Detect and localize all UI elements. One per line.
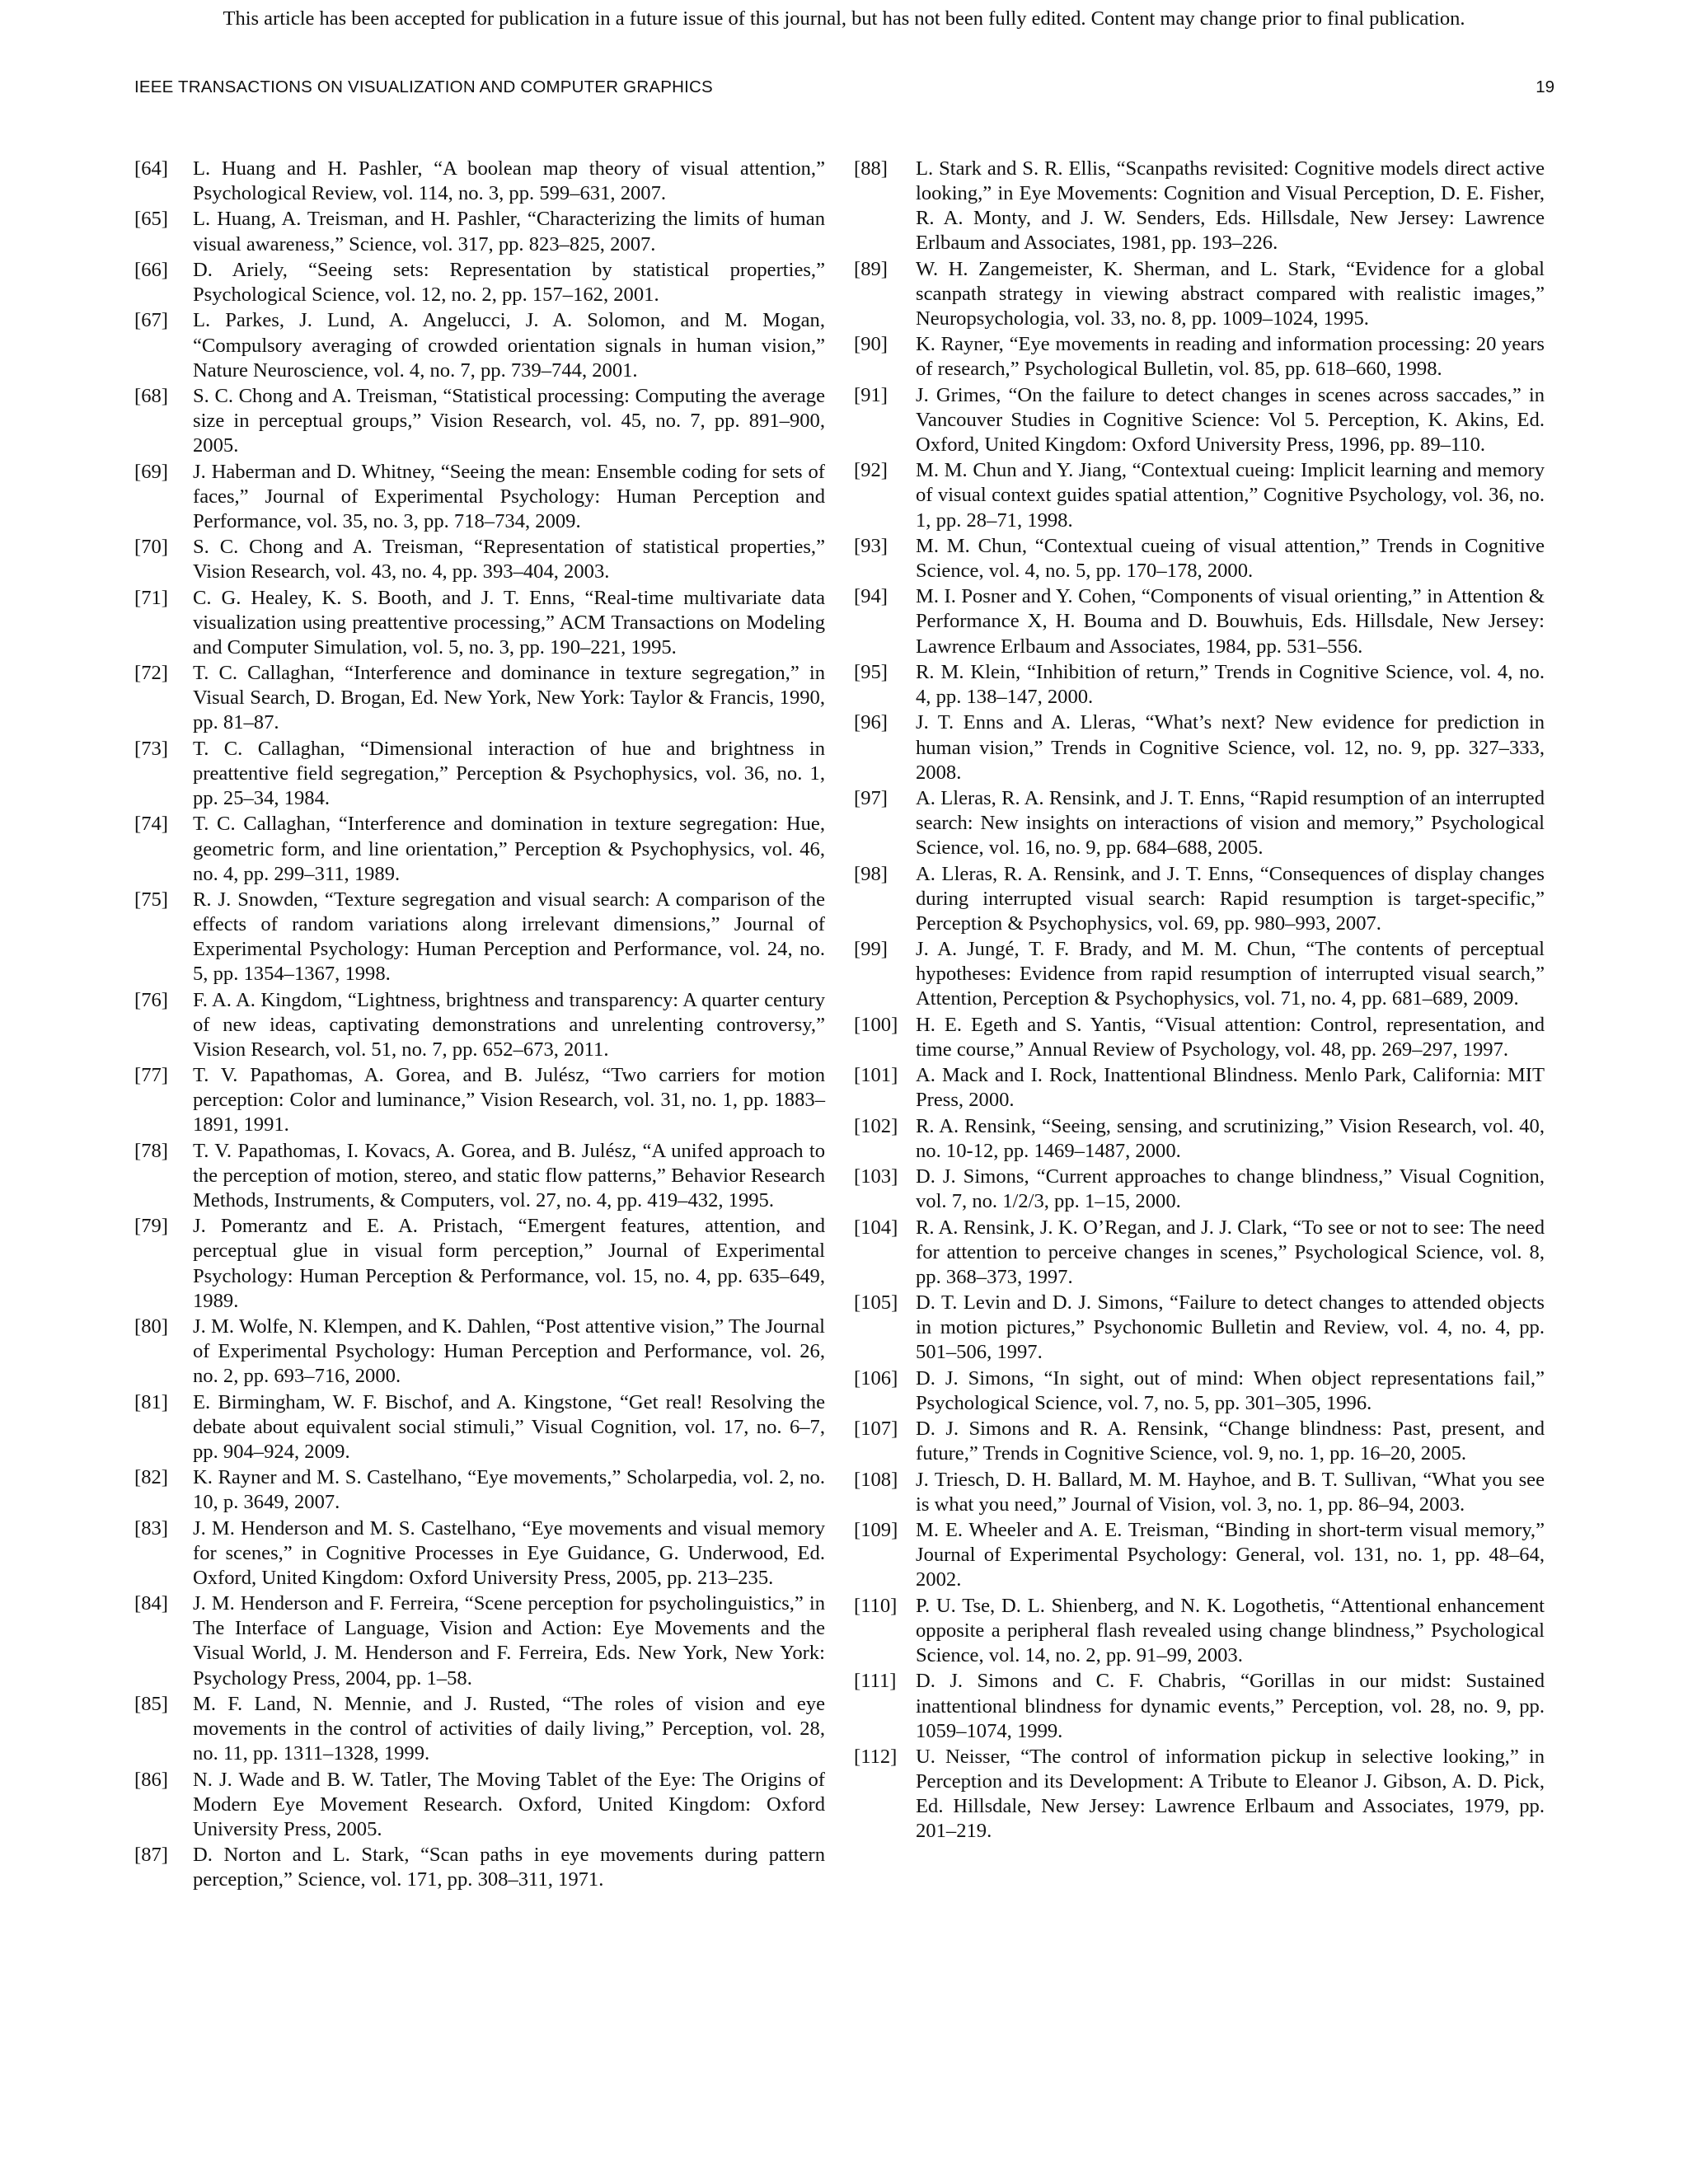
- reference-entry: [134, 460, 825, 534]
- reference-text: T. V. Papathomas, I. Kovacs, A. Gorea, and B. Julész, “A unifed approach to the perception of motion, stereo, and static flow patterns,” Behavior Research Methods, Instruments, & Computers, vol. 27, no. 4, pp. 419–432, 1995.: [193, 1139, 825, 1212]
- reference-text: M. F. Land, N. Mennie, and J. Rusted, “The roles of vision and eye movements in the control of activities of daily living,” Perception, vol. 28, no. 11, pp. 1311–1328, 1999.: [193, 1692, 825, 1765]
- reference-text: J. Triesch, D. H. Ballard, M. M. Hayhoe, and B. T. Sullivan, “What you see is what you need,” Journal of Vision, vol. 3, no. 1, pp. 86–94, 2003.: [916, 1468, 1545, 1516]
- reference-text: J. Pomerantz and E. A. Pristach, “Emergent features, attention, and perceptual glue in visual form perception,” Journal of Experimental Psychology: Human Perception & Performance, vol. 15, no. 4, pp. 635–649, 1989.: [193, 1215, 825, 1312]
- reference-text: N. J. Wade and B. W. Tatler, The Moving Tablet of the Eye: The Origins of Modern Eye Movement Research. Oxford, United Kingdom: Oxford University Press, 2005.: [193, 1768, 825, 1840]
- reference-text: M. I. Posner and Y. Cohen, “Components of visual orienting,” in Attention & Performance X, H. Bouma and D. Bouwhuis, Eds. Hillsdale, New Jersey: Lawrence Erlbaum and Associates, 1984, pp. 531–556.: [916, 585, 1545, 658]
- reference-entry: [134, 535, 825, 584]
- reference-number: [98]: [854, 862, 888, 885]
- reference-entry: [134, 812, 825, 886]
- reference-text: J. M. Henderson and M. S. Castelhano, “Eye movements and visual memory for scenes,” in Cognitive Processes in Eye Guidance, G. Underwood, Ed. Oxford, United Kingdom: Oxford University Press, 2005, pp. 213–235.: [193, 1516, 825, 1589]
- reference-entry: [854, 584, 1545, 658]
- reference-number: [72]: [134, 662, 168, 685]
- references-right-column: [854, 157, 1545, 1845]
- reference-text: J. M. Wolfe, N. Klempen, and K. Dahlen, “Post attentive vision,” The Journal of Experimental Psychology: Human Perception and Performance, vol. 26, no. 2, pp. 693–716, 2000.: [193, 1315, 825, 1388]
- reference-text: H. E. Egeth and S. Yantis, “Visual attention: Control, representation, and time course,” Annual Review of Psychology, vol. 48, pp. 269–297, 1997.: [916, 1013, 1545, 1061]
- reference-number: [109]: [854, 1519, 898, 1542]
- reference-text: U. Neisser, “The control of information pickup in selective looking,” in Perception and its Development: A Tribute to Eleanor J. Gibson, A. D. Pick, Ed. Hillsdale, New Jersey: Lawrence Erlbaum and Associates, 1979, pp. 201–219.: [916, 1746, 1545, 1843]
- reference-text: T. C. Callaghan, “Interference and dominance in texture segregation,” in Visual Search, D. Brogan, Ed. New York, New York: Taylor & Francis, 1990, pp. 81–87.: [193, 662, 825, 734]
- reference-text: S. C. Chong and A. Treisman, “Statistical processing: Computing the average size in perceptual groups,” Vision Research, vol. 45, no. 7, pp. 891–900, 2005.: [193, 385, 825, 457]
- reference-number: [108]: [854, 1468, 898, 1491]
- reference-number: [80]: [134, 1315, 168, 1338]
- reference-entry: [134, 661, 825, 735]
- reference-entry: [854, 786, 1545, 860]
- reference-number: [112]: [854, 1746, 898, 1769]
- reference-text: D. J. Simons, “In sight, out of mind: When object representations fail,” Psychological Science, vol. 7, no. 5, pp. 301–305, 1996.: [916, 1366, 1545, 1414]
- reference-entry: [854, 1291, 1545, 1365]
- reference-entry: [854, 1063, 1545, 1113]
- reference-text: M. E. Wheeler and A. E. Treisman, “Binding in short-term visual memory,” Journal of Experimental Psychology: General, vol. 131, no. 1, pp. 48–64, 2002.: [916, 1519, 1545, 1591]
- reference-entry: [854, 257, 1545, 331]
- reference-text: W. H. Zangemeister, K. Sherman, and L. Stark, “Evidence for a global scanpath strategy in viewing abstract compared with realistic images,” Neuropsychologia, vol. 33, no. 8, pp. 1009–1024, 1995.: [916, 257, 1545, 330]
- reference-number: [83]: [134, 1516, 168, 1540]
- reference-entry: [134, 258, 825, 307]
- reference-text: J. Grimes, “On the failure to detect changes in scenes across saccades,” in Vancouver Studies in Cognitive Science: Vol 5. Perception, K. Akins, Ed. Oxford, United Kingdom: Oxford University Press, 1996, pp. 89–110.: [916, 383, 1545, 456]
- reference-number: [82]: [134, 1466, 168, 1489]
- reference-text: D. J. Simons and C. F. Chabris, “Gorillas in our midst: Sustained inattentional blindness for dynamic events,” Perception, vol. 28, no. 9, pp. 1059–1074, 1999.: [916, 1670, 1545, 1742]
- reference-text: D. Norton and L. Stark, “Scan paths in eye movements during pattern perception,” Science, vol. 171, pp. 308–311, 1971.: [193, 1844, 825, 1891]
- reference-number: [110]: [854, 1594, 898, 1617]
- reference-number: [64]: [134, 157, 168, 180]
- reference-text: S. C. Chong and A. Treisman, “Representation of statistical properties,” Vision Research, vol. 43, no. 4, pp. 393–404, 2003.: [193, 536, 825, 583]
- reference-text: P. U. Tse, D. L. Shienberg, and N. K. Logothetis, “Attentional enhancement opposite a peripheral flash revealed using change blindness,” Psychological Science, vol. 14, no. 2, pp. 91–99, 2003.: [916, 1594, 1545, 1667]
- reference-number: [71]: [134, 586, 168, 609]
- reference-number: [102]: [854, 1114, 898, 1137]
- reference-entry: [854, 1518, 1545, 1592]
- reference-text: C. G. Healey, K. S. Booth, and J. T. Enns, “Real-time multivariate data visualization using preattentive processing,” ACM Transactions on Modeling and Computer Simulation, vol. 5, no. 3, pp. 190–221, 1995.: [193, 586, 825, 658]
- reference-number: [104]: [854, 1216, 898, 1239]
- reference-number: [81]: [134, 1390, 168, 1413]
- reference-number: [90]: [854, 333, 888, 356]
- reference-text: D. J. Simons, “Current approaches to change blindness,” Visual Cognition, vol. 7, no. 1/2/3, pp. 1–15, 2000.: [916, 1165, 1545, 1213]
- reference-number: [75]: [134, 888, 168, 911]
- reference-entry: [134, 888, 825, 987]
- reference-entry: [854, 157, 1545, 255]
- reference-entry: [134, 384, 825, 458]
- reference-number: [84]: [134, 1592, 168, 1615]
- reference-text: T. V. Papathomas, A. Gorea, and B. Julész, “Two carriers for motion perception: Color and luminance,” Vision Research, vol. 31, no. 1, pp. 1883–1891, 1991.: [193, 1064, 825, 1137]
- reference-text: R. M. Klein, “Inhibition of return,” Trends in Cognitive Science, vol. 4, no. 4, pp. 138–147, 2000.: [916, 660, 1545, 709]
- reference-number: [85]: [134, 1692, 168, 1715]
- reference-entry: [854, 862, 1545, 936]
- reference-text: M. M. Chun, “Contextual cueing of visual attention,” Trends in Cognitive Science, vol. 4, no. 5, pp. 170–178, 2000.: [916, 534, 1545, 582]
- reference-number: [86]: [134, 1768, 168, 1791]
- reference-entry: [854, 1594, 1545, 1668]
- reference-entry: [854, 458, 1545, 532]
- reference-entry: [854, 1366, 1545, 1416]
- reference-text: D. J. Simons and R. A. Rensink, “Change blindness: Past, present, and future,” Trends in Cognitive Science, vol. 9, no. 1, pp. 16–20, 2005.: [916, 1418, 1545, 1465]
- reference-number: [111]: [854, 1670, 897, 1693]
- reference-entry: [134, 207, 825, 256]
- reference-number: [106]: [854, 1366, 898, 1390]
- reference-entry: [854, 660, 1545, 710]
- reference-entry: [134, 1516, 825, 1591]
- reference-number: [92]: [854, 459, 888, 482]
- reference-text: J. T. Enns and A. Lleras, “What’s next? New evidence for prediction in human vision,” Trends in Cognitive Science, vol. 12, no. 9, pp. 327–333, 2008.: [916, 711, 1545, 784]
- reference-text: R. A. Rensink, “Seeing, sensing, and scrutinizing,” Vision Research, vol. 40, no. 10-12, pp. 1469–1487, 2000.: [916, 1114, 1545, 1162]
- reference-number: [95]: [854, 660, 888, 683]
- reference-text: D. Ariely, “Seeing sets: Representation by statistical properties,” Psychological Science, vol. 12, no. 2, pp. 157–162, 2001.: [193, 258, 825, 307]
- reference-entry: [854, 1669, 1545, 1743]
- reference-entry: [854, 1216, 1545, 1290]
- reference-text: E. Birmingham, W. F. Bischof, and A. Kingstone, “Get real! Resolving the debate about equivalent social stimuli,” Visual Cognition, vol. 17, no. 6–7, pp. 904–924, 2009.: [193, 1390, 825, 1463]
- reference-entry: [134, 737, 825, 811]
- reference-number: [87]: [134, 1844, 168, 1867]
- reference-text: M. M. Chun and Y. Jiang, “Contextual cueing: Implicit learning and memory of visual context guides spatial attention,” Cognitive Psychology, vol. 36, no. 1, pp. 28–71, 1998.: [916, 459, 1545, 532]
- reference-entry: [134, 1139, 825, 1213]
- reference-number: [68]: [134, 385, 168, 408]
- reference-text: K. Rayner and M. S. Castelhano, “Eye movements,” Scholarpedia, vol. 2, no. 10, p. 3649, 2007.: [193, 1466, 825, 1514]
- reference-number: [77]: [134, 1064, 168, 1087]
- reference-number: [79]: [134, 1215, 168, 1238]
- reference-entry: [854, 1745, 1545, 1844]
- reference-text: T. C. Callaghan, “Dimensional interaction of hue and brightness in preattentive field segregation,” Perception & Psychophysics, vol. 36, no. 1, pp. 25–34, 1984.: [193, 737, 825, 810]
- reference-number: [100]: [854, 1013, 898, 1036]
- reference-number: [69]: [134, 460, 168, 483]
- reference-number: [73]: [134, 737, 168, 760]
- reference-entry: [854, 1417, 1545, 1466]
- reference-number: [93]: [854, 534, 888, 557]
- reference-entry: [134, 988, 825, 1062]
- reference-number: [103]: [854, 1165, 898, 1188]
- reference-entry: [854, 1114, 1545, 1164]
- reference-text: A. Mack and I. Rock, Inattentional Blindness. Menlo Park, California: MIT Press, 2000.: [916, 1064, 1545, 1112]
- reference-number: [105]: [854, 1291, 898, 1315]
- reference-number: [65]: [134, 208, 168, 231]
- reference-text: A. Lleras, R. A. Rensink, and J. T. Enns, “Rapid resumption of an interrupted search: New insights on interactions of vision and memory,” Psychological Science, vol. 16, no. 9, pp. 684–688, 2005.: [916, 787, 1545, 860]
- reference-number: [67]: [134, 309, 168, 332]
- reference-entry: [854, 1165, 1545, 1214]
- reference-number: [89]: [854, 257, 888, 280]
- reference-number: [70]: [134, 536, 168, 559]
- reference-entry: [134, 1465, 825, 1515]
- reference-number: [94]: [854, 585, 888, 608]
- reference-number: [66]: [134, 258, 168, 281]
- reference-entry: [134, 1315, 825, 1389]
- reference-entry: [854, 937, 1545, 1011]
- reference-text: L. Stark and S. R. Ellis, “Scanpaths revisited: Cognitive models direct active looking,” in Eye Movements: Cognition and Visual Perception, D. E. Fisher, R. A. Monty, and J. W. Senders, Eds. Hillsdale, New Jersey: Lawrence Erlbaum and Associates, 1981, pp. 193–226.: [916, 157, 1545, 255]
- reference-text: D. T. Levin and D. J. Simons, “Failure to detect changes to attended objects in motion pictures,” Psychonomic Bulletin and Review, vol. 4, no. 4, pp. 501–506, 1997.: [916, 1291, 1545, 1364]
- reference-entry: [134, 586, 825, 660]
- page-number: 19: [1536, 77, 1554, 96]
- reference-entry: [854, 710, 1545, 785]
- reference-number: [97]: [854, 787, 888, 810]
- reference-number: [76]: [134, 988, 168, 1011]
- reference-entry: [854, 534, 1545, 583]
- reference-entry: [134, 308, 825, 382]
- publication-notice: This article has been accepted for publication in a future issue of this journal, but has not been fully edited. Content may change prior to final publication.: [223, 7, 1465, 30]
- reference-text: J. M. Henderson and F. Ferreira, “Scene perception for psycholinguistics,” in The Interface of Language, Vision and Action: Eye Movements and the Visual World, J. M. Henderson and F. Ferreira, Eds. New York, New York: Psychology Press, 2004, pp. 1–58.: [193, 1592, 825, 1690]
- reference-number: [101]: [854, 1064, 898, 1087]
- reference-entry: [854, 332, 1545, 382]
- reference-number: [107]: [854, 1418, 898, 1441]
- reference-entry: [134, 1591, 825, 1690]
- reference-entry: [854, 1013, 1545, 1062]
- reference-entry: [134, 1063, 825, 1137]
- reference-text: L. Huang, A. Treisman, and H. Pashler, “Characterizing the limits of human visual awareness,” Science, vol. 317, pp. 823–825, 2007.: [193, 208, 825, 255]
- reference-entry: [134, 1214, 825, 1313]
- reference-entry: [854, 1468, 1545, 1517]
- reference-entry: [134, 1390, 825, 1465]
- reference-number: [78]: [134, 1139, 168, 1162]
- reference-entry: [854, 383, 1545, 457]
- reference-text: R. J. Snowden, “Texture segregation and visual search: A comparison of the effects of random variations along irrelevant dimensions,” Journal of Experimental Psychology: Human Perception and Performance, vol. 24, no. 5, pp. 1354–1367, 1998.: [193, 888, 825, 986]
- journal-running-head: IEEE TRANSACTIONS ON VISUALIZATION AND COMPUTER GRAPHICS: [134, 77, 713, 96]
- reference-number: [99]: [854, 938, 888, 961]
- reference-number: [91]: [854, 383, 888, 406]
- reference-number: [88]: [854, 157, 888, 180]
- references-left-column: [134, 157, 825, 1894]
- reference-text: L. Parkes, J. Lund, A. Angelucci, J. A. Solomon, and M. Mogan, “Compulsory averaging of crowded orientation signals in human vision,” Nature Neuroscience, vol. 4, no. 7, pp. 739–744, 2001.: [193, 309, 825, 382]
- reference-text: R. A. Rensink, J. K. O’Regan, and J. J. Clark, “To see or not to see: The need for attention to perceive changes in scenes,” Psychological Science, vol. 8, pp. 368–373, 1997.: [916, 1216, 1545, 1288]
- reference-number: [74]: [134, 813, 168, 836]
- reference-text: T. C. Callaghan, “Interference and domination in texture segregation: Hue, geometric form, and line orientation,” Perception & Psychophysics, vol. 46, no. 4, pp. 299–311, 1989.: [193, 813, 825, 885]
- reference-number: [96]: [854, 711, 888, 734]
- reference-entry: [134, 157, 825, 206]
- reference-text: A. Lleras, R. A. Rensink, and J. T. Enns, “Consequences of display changes during interrupted visual search: Rapid resumption is target-specific,” Perception & Psychophysics, vol. 69, pp. 980–993, 2007.: [916, 862, 1545, 935]
- reference-entry: [134, 1768, 825, 1842]
- reference-entry: [134, 1692, 825, 1766]
- reference-text: L. Huang and H. Pashler, “A boolean map theory of visual attention,” Psychological Review, vol. 114, no. 3, pp. 599–631, 2007.: [193, 157, 825, 205]
- reference-text: K. Rayner, “Eye movements in reading and information processing: 20 years of research,” Psychological Bulletin, vol. 85, pp. 618–660, 1998.: [916, 333, 1545, 381]
- reference-text: F. A. A. Kingdom, “Lightness, brightness and transparency: A quarter century of new ideas, captivating demonstrations and unrelenting controversy,” Vision Research, vol. 51, no. 7, pp. 652–673, 2011.: [193, 988, 825, 1061]
- reference-entry: [134, 1843, 825, 1892]
- reference-text: J. Haberman and D. Whitney, “Seeing the mean: Ensemble coding for sets of faces,” Journal of Experimental Psychology: Human Perception and Performance, vol. 35, no. 3, pp. 718–734, 2009.: [193, 460, 825, 532]
- reference-text: J. A. Jungé, T. F. Brady, and M. M. Chun, “The contents of perceptual hypotheses: Evidence from rapid resumption of interrupted visual search,” Attention, Perception & Psychophysics, vol. 71, no. 4, pp. 681–689, 2009.: [916, 938, 1545, 1010]
